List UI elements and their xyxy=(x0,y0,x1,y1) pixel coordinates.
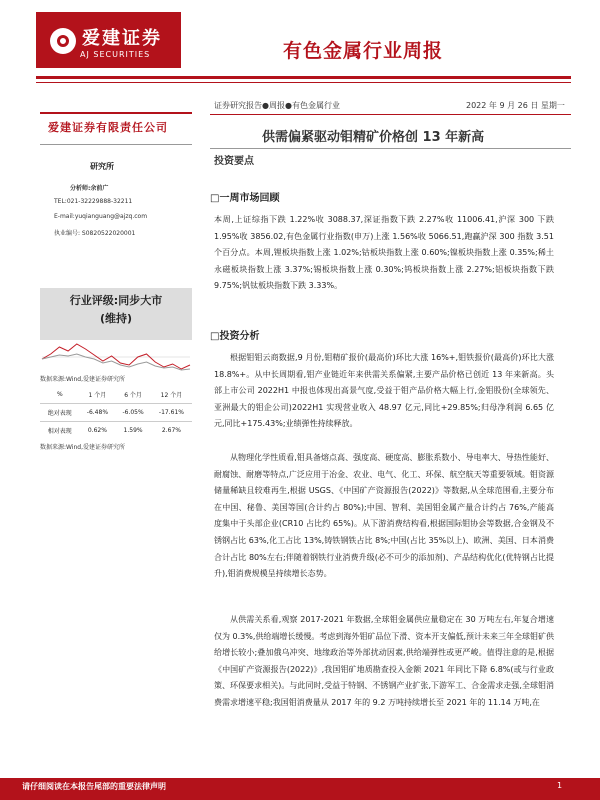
rating-sub: (维持) xyxy=(99,312,133,325)
brand-logo xyxy=(36,12,181,68)
table-cell: -6.05% xyxy=(122,409,144,416)
table-cell: 2.67% xyxy=(161,427,181,434)
analyst-tel: TEL:021-32229888-32211 xyxy=(54,198,133,205)
report-date: 2022 年 9 月 26 日 星期一 xyxy=(466,101,565,110)
performance-table xyxy=(40,386,192,439)
logo-en-text: AJ SECURITIES xyxy=(80,50,151,59)
analyst-email[interactable]: E-mail:yuqianguang@ajzq.com xyxy=(54,213,148,220)
logo-cn-text: 爱建证券 xyxy=(82,28,162,49)
logo-mark-icon xyxy=(50,28,76,54)
table-cell: -6.48% xyxy=(86,409,109,416)
table-row-label: 相对表现 xyxy=(47,428,72,435)
table-header-cell: 12 个月 xyxy=(160,392,183,399)
sidebar-divider xyxy=(40,144,192,145)
headline-divider xyxy=(210,148,571,149)
paragraph-analysis-1: 根据钼钼云商数据,9 月份,钼精矿报价(最高价)环比大涨 16%+,钼铁报价(最高价)环比大涨 18.8%+。从中长周期看,钼产业链近年来供需关系偏紧,主要产品价格已创近 13 年来新高。头部上市公司 2022H1 中报也体现出高景气度,受益于钼产品价格大幅上行,金钼股份(全球领先、亚洲最大的钼企公司)2022H1 实现营业收入 48.97 亿元,同比+29.85%;归母净利润 6.65 亿元,同比+175.43%;业绩弹性持续释放。 xyxy=(214,353,554,429)
chart-series-industry xyxy=(42,344,190,369)
table-header-row xyxy=(40,386,192,404)
table-cell: -17.61% xyxy=(158,409,184,416)
table-header-cell: 6 个月 xyxy=(124,392,142,399)
breadcrumb-divider xyxy=(210,114,571,115)
report-title: 有色金属行业周报 xyxy=(283,40,444,62)
dept-name: 研究所 xyxy=(90,162,114,171)
analyst-cert: 执业编号: S0820522020001 xyxy=(54,230,136,237)
performance-chart xyxy=(40,342,192,372)
table-row-label: 绝对表现 xyxy=(47,410,72,417)
section-title: 投资要点 xyxy=(214,156,254,167)
headline: 供需偏紧驱动钼精矿价格创 13 年新高 xyxy=(262,130,485,145)
paragraph-analysis-2: 从物理化学性质看,钼具备熔点高、强度高、硬度高、膨胀系数小、导电率大、导热性能好、耐腐蚀、耐磨等特点,广泛应用于冶金、农业、电气、化工、环保、航空航天等重要领域。钼资源储量稀缺且较难再生,根据 USGS、《中国矿产资源报告(2022)》等数据,从全球范围看,主要分布在中国、秘鲁、美国等国(合计约占 80%);中国、智利、美国钼金属产量合计约占 76%,产能高度集中于头部企业(CR10 占比约 65%)。从下游消费结构看,根据国际钼协会等数据,合金钢及不锈钢占比 63%,化工占比 13%,铸铁钢铁占比 8%;中国(占比 35%以上)、欧洲、美国、日本消费合计占比 80%左右;伴随着钢铁行业消费升级(必不可少的添加剂)、产品结构优化(优特钢占比提升),钼消费规模呈持续增长态势。 xyxy=(214,453,554,579)
company-name: 爱建证券有限责任公司 xyxy=(48,121,168,134)
paragraph-analysis-3: 从供需关系看,观察 2017-2021 年数据,全球钼金属供应量稳定在 30 万吨左右,年复合增速仅为 0.3%,供给端增长缓慢。考虑到海外钼矿品位下滑、资本开支偏低,预计未来三年全球钼矿供给增长较小;叠加俄乌冲突、地缘政治等外部扰动因素,供给端弹性或更严峻。值得注意的是,根据《中国矿产资源报告(2022)》,我国钼矿地质勘查投入金额 2021 年同比下降 6.8%(或与行业政策、环保要求相关)。与此同时,受益于特钢、不锈钢产业扩张,下游军工、合金需求走强,全球钼消费需求增速平稳;我国钼消费量从 2017 年的 9.2 万吨持续增长至 2021 年的 11.14 万吨,在 xyxy=(214,615,554,707)
chart-source: 数据来源:Wind,爱建证券研究所 xyxy=(40,376,126,383)
rating-box xyxy=(40,288,192,340)
subsection-market-review: □一周市场回顾 xyxy=(210,193,280,204)
page-number: 1 xyxy=(557,781,563,790)
table-cell: 1.59% xyxy=(123,427,143,434)
paragraph-market-review: 本周,上证综指下跌 1.22%收 3088.37,深证指数下跌 2.27%收 11006.41,沪深 300 下跌 1.95%收 3856.02,有色金属行业指数(申万)上涨 1.56%收 5066.51,跑赢沪深 300 指数 3.51 个百分点。本周,锂板块指数上涨 1.02%;钴板块指数上涨 0.60%;镍板块指数上涨 0.35%;稀土永磁板块指数上涨 3.37%;锡板块指数上涨 0.30%;钨板块指数上涨 2.27%;铝板块指数下跌 9.75%;钒钛板块指数下跌 3.33%。 xyxy=(214,215,554,291)
legal-notice-link[interactable]: 请仔细阅读在本报告尾部的重要法律声明 xyxy=(22,782,166,791)
table-row xyxy=(40,422,192,440)
chart-series-csi300 xyxy=(42,354,190,370)
header-divider xyxy=(36,76,571,79)
table-row xyxy=(40,404,192,422)
breadcrumb: 证券研究报告●周报●有色金属行业 xyxy=(214,101,340,110)
sidebar-top-line xyxy=(40,112,192,114)
header-divider-thin xyxy=(36,82,571,83)
table-header-cell: 1 个月 xyxy=(88,392,107,399)
rating-label: 行业评级:同步大市 xyxy=(69,294,163,307)
subsection-analysis: □投资分析 xyxy=(210,331,260,342)
analyst-name: 分析师:余前广 xyxy=(70,185,109,192)
table-source: 数据来源:Wind,爱建证券研究所 xyxy=(40,444,126,451)
table-cell: 0.62% xyxy=(87,427,107,434)
table-header-cell: % xyxy=(56,391,63,398)
